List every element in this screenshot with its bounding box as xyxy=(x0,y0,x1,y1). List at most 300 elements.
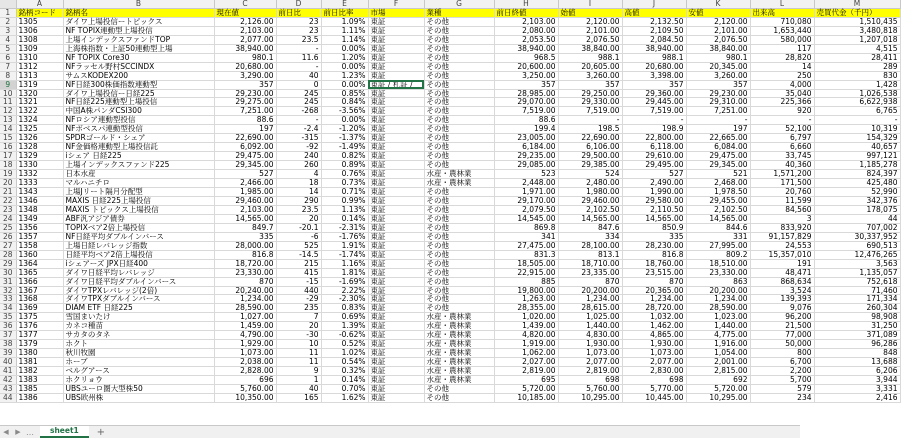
cell[interactable]: その他 xyxy=(424,196,494,205)
cell[interactable]: 698 xyxy=(622,376,686,385)
cell[interactable]: 235 xyxy=(276,304,321,313)
cell[interactable]: 335 xyxy=(214,232,276,241)
cell[interactable]: 245 xyxy=(276,89,321,98)
cell[interactable]: 1368 xyxy=(16,295,63,304)
cell[interactable]: 1386 xyxy=(16,393,63,402)
cell[interactable]: 5,720.00 xyxy=(686,384,750,393)
cell[interactable]: 831.3 xyxy=(494,250,558,259)
cell[interactable]: UBS欧州株 xyxy=(63,393,214,402)
cell[interactable]: 6,092.00 xyxy=(214,143,276,152)
cell[interactable]: 29,460.00 xyxy=(558,196,622,205)
cell[interactable]: 1.16% xyxy=(321,259,368,268)
cell[interactable]: 988.1 xyxy=(622,53,686,62)
cell[interactable]: 690,513 xyxy=(814,241,900,250)
row-header[interactable]: 30 xyxy=(0,268,16,277)
row-header[interactable]: 32 xyxy=(0,286,16,295)
cell[interactable]: 28,590.00 xyxy=(214,304,276,313)
cell[interactable]: 1343 xyxy=(16,188,63,197)
cell[interactable]: 4,790.00 xyxy=(214,331,276,340)
row-header[interactable]: 21 xyxy=(0,188,16,197)
row-header[interactable]: 4 xyxy=(0,35,16,44)
cell[interactable]: 上場日経レバレッジ指数 xyxy=(63,241,214,250)
cell[interactable]: 1330 xyxy=(16,161,63,170)
cell[interactable]: その他 xyxy=(424,143,494,152)
cell[interactable]: 水産・農林業 xyxy=(424,313,494,322)
cell[interactable]: 1346 xyxy=(16,196,63,205)
cell[interactable]: 20,680.00 xyxy=(622,62,686,71)
cell[interactable]: 東証 xyxy=(368,134,424,143)
cell[interactable]: 98,908 xyxy=(814,313,900,322)
cell[interactable]: 521 xyxy=(686,170,750,179)
cell[interactable]: その他 xyxy=(424,232,494,241)
cell[interactable]: その他 xyxy=(424,268,494,277)
cell[interactable]: その他 xyxy=(424,259,494,268)
cell[interactable]: MAXIS トピックス上場投信 xyxy=(63,205,214,214)
cell[interactable]: 844.6 xyxy=(686,223,750,232)
cell[interactable]: 東証 xyxy=(368,71,424,80)
cell[interactable]: 1,930.00 xyxy=(558,340,622,349)
cell[interactable]: 707,002 xyxy=(814,223,900,232)
cell[interactable]: 2,466.00 xyxy=(214,179,276,188)
cell[interactable]: 980.1 xyxy=(214,53,276,62)
cell[interactable]: NF TOPIX Core30 xyxy=(63,53,214,62)
cell[interactable]: 24,553 xyxy=(750,241,814,250)
cell[interactable]: 1329 xyxy=(16,152,63,161)
cell[interactable]: 29,455.00 xyxy=(686,196,750,205)
cell[interactable]: 1,207,018 xyxy=(814,35,900,44)
cell[interactable]: 527 xyxy=(622,170,686,179)
cell[interactable]: 東証 xyxy=(368,367,424,376)
cell[interactable]: 6,084.00 xyxy=(686,143,750,152)
row-header[interactable]: 17 xyxy=(0,152,16,161)
cell[interactable]: 22,915.00 xyxy=(494,268,558,277)
cell[interactable]: マルハニチロ xyxy=(63,179,214,188)
row-header[interactable]: 31 xyxy=(0,277,16,286)
cell[interactable]: 15,357,010 xyxy=(750,250,814,259)
cell[interactable]: 245 xyxy=(276,98,321,107)
cell[interactable]: 88.6 xyxy=(214,116,276,125)
cell[interactable]: 371,089 xyxy=(814,331,900,340)
cell[interactable]: 22,665.00 xyxy=(686,134,750,143)
cell[interactable]: 357 xyxy=(622,80,686,89)
cell[interactable]: 5,700 xyxy=(750,376,814,385)
cell[interactable]: 0.00% xyxy=(321,80,368,89)
cell[interactable]: 850.9 xyxy=(622,223,686,232)
cell[interactable]: NF日経300株価指数連動型 xyxy=(63,80,214,89)
cell[interactable]: 2,828.00 xyxy=(214,367,276,376)
cell[interactable]: 27,475.00 xyxy=(494,241,558,250)
cell[interactable]: 1,462.00 xyxy=(622,322,686,331)
cell[interactable]: 2,132.50 xyxy=(622,17,686,26)
cell[interactable]: 0.52% xyxy=(321,340,368,349)
column-header-a[interactable]: A xyxy=(16,0,63,8)
cell[interactable]: 14,565.00 xyxy=(214,214,276,223)
cell[interactable]: 1326 xyxy=(16,134,63,143)
cell[interactable]: -3.56% xyxy=(321,107,368,116)
cell[interactable]: 東証 xyxy=(368,214,424,223)
cell[interactable]: 1,135,057 xyxy=(814,268,900,277)
cell[interactable]: 東証 xyxy=(368,304,424,313)
cell[interactable]: ダイワ日経平均レバレッジ xyxy=(63,268,214,277)
cell[interactable]: 50,000 xyxy=(750,340,814,349)
cell[interactable]: 4 xyxy=(276,170,321,179)
row-header[interactable]: 25 xyxy=(0,223,16,232)
cell[interactable]: 4,515 xyxy=(814,44,900,53)
cell[interactable]: 3 xyxy=(750,214,814,223)
cell[interactable]: 東証 xyxy=(368,179,424,188)
row-header[interactable]: 6 xyxy=(0,53,16,62)
cell[interactable]: 東証 xyxy=(368,322,424,331)
row-header[interactable]: 40 xyxy=(0,358,16,367)
cell[interactable]: 197 xyxy=(214,125,276,134)
cell[interactable]: 水産・農林業 xyxy=(424,179,494,188)
cell[interactable]: その他 xyxy=(424,223,494,232)
cell[interactable]: 29,070.00 xyxy=(494,98,558,107)
cell[interactable]: 6,118.00 xyxy=(622,143,686,152)
cell[interactable]: 525 xyxy=(276,241,321,250)
cell[interactable]: 816.8 xyxy=(214,250,276,259)
cell[interactable]: ダイワ上場投信ー日経225 xyxy=(63,89,214,98)
cell[interactable]: 20,600.00 xyxy=(494,62,558,71)
cell[interactable]: 0.76% xyxy=(321,170,368,179)
cell[interactable]: 14,565.00 xyxy=(686,214,750,223)
cell[interactable]: -14.5 xyxy=(276,250,321,259)
cell[interactable]: 0.54% xyxy=(321,358,368,367)
cell[interactable]: 1322 xyxy=(16,107,63,116)
cell[interactable]: 7,519.00 xyxy=(494,107,558,116)
row-header[interactable]: 19 xyxy=(0,170,16,179)
cell[interactable]: 2,819.00 xyxy=(558,367,622,376)
row-header[interactable]: 36 xyxy=(0,322,16,331)
cell[interactable]: その他 xyxy=(424,384,494,393)
cell[interactable]: 東証 xyxy=(368,295,424,304)
cell[interactable]: 920 xyxy=(750,107,814,116)
cell[interactable]: 20,365.00 xyxy=(622,286,686,295)
cell[interactable]: ダイワ上場投信ートピックス xyxy=(63,17,214,26)
row-header[interactable]: 14 xyxy=(0,125,16,134)
cell[interactable]: 250 xyxy=(750,71,814,80)
cell[interactable]: その他 xyxy=(424,44,494,53)
cell[interactable]: 29,475.00 xyxy=(686,152,750,161)
cell[interactable]: 2,490.00 xyxy=(622,179,686,188)
cell[interactable]: 848 xyxy=(814,349,900,358)
cell[interactable]: 水産・農林業 xyxy=(424,376,494,385)
cell[interactable]: 水産・農林業 xyxy=(424,340,494,349)
cell[interactable]: 0.00% xyxy=(321,62,368,71)
cell[interactable]: その他 xyxy=(424,161,494,170)
cell[interactable]: - xyxy=(276,62,321,71)
add-sheet-button[interactable]: + xyxy=(96,426,105,438)
cell[interactable]: 96,286 xyxy=(814,340,900,349)
cell[interactable]: 198.9 xyxy=(622,125,686,134)
cell[interactable]: 199.4 xyxy=(494,125,558,134)
row-header[interactable]: 37 xyxy=(0,331,16,340)
cell[interactable]: 0.70% xyxy=(321,384,368,393)
cell[interactable]: 1 xyxy=(276,376,321,385)
cell[interactable]: 1360 xyxy=(16,250,63,259)
cell[interactable]: 0.99% xyxy=(321,196,368,205)
cell[interactable]: その他 xyxy=(424,26,494,35)
row-header[interactable]: 20 xyxy=(0,179,16,188)
cell[interactable]: 11.6 xyxy=(276,53,321,62)
cell[interactable]: 331 xyxy=(686,232,750,241)
cell[interactable]: 40,657 xyxy=(814,143,900,152)
row-header[interactable]: 9 xyxy=(0,80,16,89)
cell[interactable]: -2.4 xyxy=(276,125,321,134)
cell[interactable]: 23,515.00 xyxy=(622,268,686,277)
cell[interactable]: 1333 xyxy=(16,179,63,188)
cell[interactable]: 2,102.50 xyxy=(686,205,750,214)
cell[interactable]: サムスKODEX200 xyxy=(63,71,214,80)
cell[interactable]: 48,471 xyxy=(750,268,814,277)
cell[interactable]: 830 xyxy=(814,71,900,80)
cell[interactable]: 上場インデックスファンド225 xyxy=(63,161,214,170)
cell[interactable]: 29,345.00 xyxy=(214,161,276,170)
cell[interactable]: -15 xyxy=(276,277,321,286)
cell[interactable]: 1375 xyxy=(16,313,63,322)
cell[interactable]: 2,200 xyxy=(750,367,814,376)
cell[interactable]: 東証 xyxy=(368,152,424,161)
cell[interactable]: 980.1 xyxy=(686,53,750,62)
cell[interactable]: 289 xyxy=(814,62,900,71)
cell[interactable]: 秋川牧園 xyxy=(63,349,214,358)
cell[interactable]: 29,495.00 xyxy=(622,161,686,170)
cell[interactable]: 2,819.00 xyxy=(494,367,558,376)
cell[interactable]: 341 xyxy=(494,232,558,241)
cell[interactable]: 30,337,952 xyxy=(814,232,900,241)
cell[interactable]: 6,206 xyxy=(814,367,900,376)
cell[interactable]: 6,622,938 xyxy=(814,98,900,107)
more-tabs-icon[interactable]: … xyxy=(26,427,34,437)
cell[interactable]: 23,335.00 xyxy=(558,268,622,277)
cell[interactable]: 809.2 xyxy=(686,250,750,259)
cell[interactable]: 29,460.00 xyxy=(214,196,276,205)
cell[interactable]: 1319 xyxy=(16,80,63,89)
cell[interactable]: ダイワTPXレバレッジ(2倍) xyxy=(63,286,214,295)
cell[interactable]: 東証 xyxy=(368,250,424,259)
cell[interactable]: 988.1 xyxy=(558,53,622,62)
row-header[interactable]: 2 xyxy=(0,17,16,26)
cell[interactable]: 1,073.00 xyxy=(622,349,686,358)
cell[interactable]: 2,120.00 xyxy=(686,17,750,26)
cell[interactable]: 東証 xyxy=(368,161,424,170)
cell[interactable]: 1,571,200 xyxy=(750,170,814,179)
cell[interactable]: 5,760.00 xyxy=(214,384,276,393)
cell[interactable]: その他 xyxy=(424,62,494,71)
cell[interactable]: 40 xyxy=(276,384,321,393)
cell[interactable]: 357 xyxy=(494,80,558,89)
cell[interactable]: ホクリョウ xyxy=(63,376,214,385)
cell[interactable]: 3,563 xyxy=(814,259,900,268)
cell[interactable]: 33,745 xyxy=(750,152,814,161)
cell[interactable]: その他 xyxy=(424,53,494,62)
header-cell[interactable]: 市場 xyxy=(368,8,424,17)
cell[interactable]: -92 xyxy=(276,143,321,152)
cell[interactable]: 3,250.00 xyxy=(494,71,558,80)
cell[interactable]: - xyxy=(814,116,900,125)
cell[interactable]: 20,345.00 xyxy=(686,62,750,71)
cell[interactable]: 0.73% xyxy=(321,179,368,188)
cell[interactable]: 23,330.00 xyxy=(686,268,750,277)
cell[interactable]: 2,053.50 xyxy=(494,35,558,44)
cell[interactable]: 692 xyxy=(686,376,750,385)
header-cell[interactable]: 業種 xyxy=(424,8,494,17)
row-header[interactable]: 35 xyxy=(0,313,16,322)
cell[interactable]: 18,720.00 xyxy=(214,259,276,268)
cell[interactable]: 18,510.00 xyxy=(686,259,750,268)
cell[interactable]: -6 xyxy=(276,232,321,241)
cell[interactable]: 6,765 xyxy=(814,107,900,116)
cell[interactable]: 23.5 xyxy=(276,35,321,44)
cell[interactable]: 18,710.00 xyxy=(558,259,622,268)
cell[interactable]: - xyxy=(558,116,622,125)
cell[interactable]: 6,106.00 xyxy=(558,143,622,152)
row-header[interactable]: 44 xyxy=(0,393,16,402)
cell[interactable]: 23 xyxy=(276,17,321,26)
cell[interactable]: 91,157,829 xyxy=(750,232,814,241)
cell[interactable]: 165 xyxy=(276,393,321,402)
cell[interactable]: 2,076.50 xyxy=(686,35,750,44)
cell[interactable]: 1,032.00 xyxy=(622,313,686,322)
cell[interactable]: 1,020.00 xyxy=(494,313,558,322)
cell[interactable]: 1.81% xyxy=(321,268,368,277)
cell[interactable]: 870 xyxy=(622,277,686,286)
cell[interactable]: 10 xyxy=(276,340,321,349)
cell[interactable]: 800 xyxy=(750,349,814,358)
cell[interactable]: -1.37% xyxy=(321,134,368,143)
row-header[interactable]: 38 xyxy=(0,340,16,349)
cell[interactable]: その他 xyxy=(424,71,494,80)
cell[interactable]: - xyxy=(686,116,750,125)
cell[interactable]: 52,100 xyxy=(750,125,814,134)
cell[interactable]: 2,109.50 xyxy=(622,26,686,35)
row-header[interactable]: 1 xyxy=(0,8,16,17)
cell[interactable]: 1.09% xyxy=(321,17,368,26)
column-header-e[interactable]: E xyxy=(321,0,368,8)
cell[interactable]: ABF汎アジア債券 xyxy=(63,214,214,223)
cell[interactable]: その他 xyxy=(424,152,494,161)
cell[interactable]: 2,101.00 xyxy=(686,26,750,35)
row-header[interactable]: 39 xyxy=(0,349,16,358)
cell[interactable]: 11,599 xyxy=(750,196,814,205)
cell[interactable]: 1380 xyxy=(16,349,63,358)
cell[interactable]: その他 xyxy=(424,250,494,259)
cell[interactable]: 29,230.00 xyxy=(686,89,750,98)
row-header[interactable]: 41 xyxy=(0,367,16,376)
cell[interactable]: 29,250.00 xyxy=(558,89,622,98)
cell[interactable]: 東証 xyxy=(368,349,424,358)
cell[interactable]: 東証 / 札証 / xyxy=(368,80,424,89)
cell[interactable]: 968.5 xyxy=(494,53,558,62)
cell[interactable]: 20 xyxy=(276,214,321,223)
cell[interactable]: 20,760 xyxy=(750,188,814,197)
row-header[interactable]: 5 xyxy=(0,44,16,53)
cell[interactable]: 0.83% xyxy=(321,304,368,313)
cell[interactable]: - xyxy=(622,116,686,125)
cell[interactable]: 水産・農林業 xyxy=(424,358,494,367)
cell[interactable]: 1376 xyxy=(16,322,63,331)
cell[interactable]: 3,260.00 xyxy=(558,71,622,80)
cell[interactable]: 東証 xyxy=(368,44,424,53)
cell[interactable]: 415 xyxy=(276,268,321,277)
cell[interactable]: 1,440.00 xyxy=(686,322,750,331)
cell[interactable]: その他 xyxy=(424,17,494,26)
cell[interactable]: 2,001.00 xyxy=(686,358,750,367)
cell[interactable]: 1,428 xyxy=(814,80,900,89)
cell[interactable]: 1,054.00 xyxy=(686,349,750,358)
cell[interactable]: 18 xyxy=(276,179,321,188)
cell[interactable]: 1,439.00 xyxy=(494,322,558,331)
cell[interactable]: 29,385.00 xyxy=(558,161,622,170)
cell[interactable]: 1,930.00 xyxy=(622,340,686,349)
cell[interactable]: 東証 xyxy=(368,17,424,26)
cell[interactable]: 29,580.00 xyxy=(622,196,686,205)
cell[interactable]: 696 xyxy=(214,376,276,385)
cell[interactable]: 290 xyxy=(276,196,321,205)
cell[interactable]: 29,445.00 xyxy=(622,98,686,107)
cell[interactable]: 0.14% xyxy=(321,214,368,223)
row-header[interactable]: 29 xyxy=(0,259,16,268)
cell[interactable]: -1.69% xyxy=(321,277,368,286)
cell[interactable]: 6,660 xyxy=(750,143,814,152)
cell[interactable]: 28,000.00 xyxy=(214,241,276,250)
cell[interactable]: 1349 xyxy=(16,214,63,223)
cell[interactable]: 847.6 xyxy=(558,223,622,232)
cell[interactable]: 東証 xyxy=(368,205,424,214)
header-cell[interactable]: 前日比率 xyxy=(321,8,368,17)
cell[interactable]: 197 xyxy=(686,125,750,134)
cell[interactable]: 580,000 xyxy=(750,35,814,44)
cell[interactable]: 1.62% xyxy=(321,393,368,402)
cell[interactable]: 357 xyxy=(686,80,750,89)
cell[interactable]: 1,916.00 xyxy=(686,340,750,349)
cell[interactable]: 833,920 xyxy=(750,223,814,232)
cell[interactable]: 1367 xyxy=(16,286,63,295)
cell[interactable]: 84,560 xyxy=(750,205,814,214)
cell[interactable]: 0 xyxy=(276,80,321,89)
cell[interactable]: 870 xyxy=(558,277,622,286)
cell[interactable]: 1,459.00 xyxy=(214,322,276,331)
cell[interactable]: NF日経平均ダブルインバース xyxy=(63,232,214,241)
cell[interactable]: 1.20% xyxy=(321,53,368,62)
row-header[interactable]: 28 xyxy=(0,250,16,259)
cell[interactable]: 38,840.00 xyxy=(558,44,622,53)
cell[interactable]: 2,101.00 xyxy=(558,26,622,35)
cell[interactable]: 水産・農林業 xyxy=(424,331,494,340)
cell[interactable]: 6,797 xyxy=(750,134,814,143)
cell[interactable]: 813.1 xyxy=(558,250,622,259)
cell[interactable]: 東証 xyxy=(368,286,424,295)
cell[interactable]: 1312 xyxy=(16,62,63,71)
cell[interactable]: 7,251.00 xyxy=(686,107,750,116)
cell[interactable]: 東証 xyxy=(368,223,424,232)
cell[interactable]: 870 xyxy=(214,277,276,286)
cell[interactable]: 18,505.00 xyxy=(494,259,558,268)
cell[interactable]: 9 xyxy=(276,367,321,376)
cell[interactable]: 2,077.00 xyxy=(558,358,622,367)
cell[interactable]: 849.7 xyxy=(214,223,276,232)
cell[interactable]: 234 xyxy=(750,393,814,402)
cell[interactable]: 1324 xyxy=(16,116,63,125)
cell[interactable]: UBSユーロ圏大型株50 xyxy=(63,384,214,393)
cell[interactable]: 1321 xyxy=(16,98,63,107)
cell[interactable]: 2.22% xyxy=(321,286,368,295)
cell[interactable]: 1.14% xyxy=(321,35,368,44)
cell[interactable]: 28,720.00 xyxy=(622,304,686,313)
cell[interactable]: - xyxy=(750,116,814,125)
cell[interactable]: 9,076 xyxy=(750,304,814,313)
cell[interactable]: 東証 xyxy=(368,53,424,62)
